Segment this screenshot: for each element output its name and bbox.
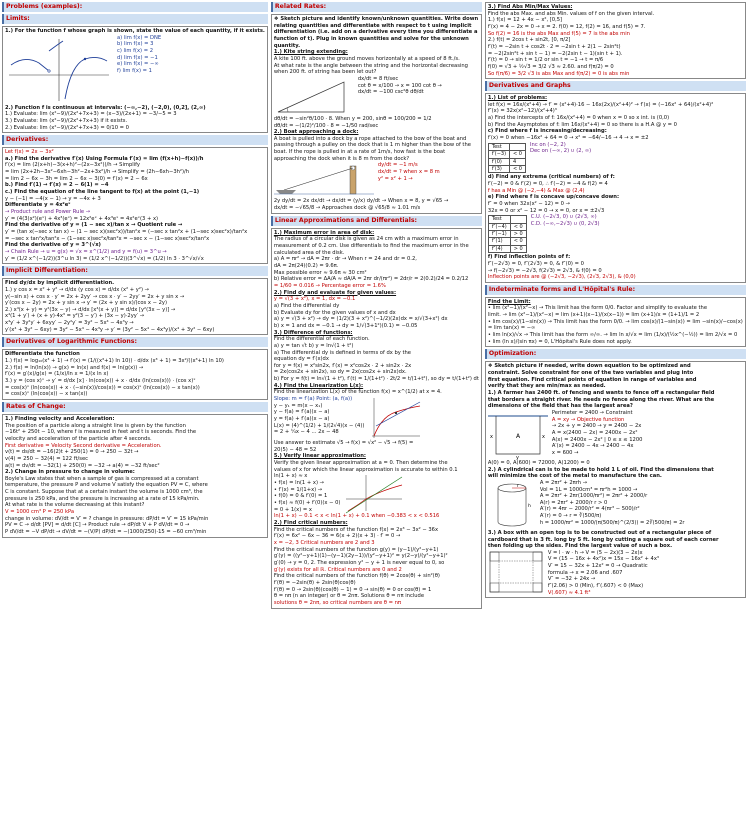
absmax-line: f′(x) = 4 − 2x = 0 → x = 2. f(0) = 12, f(2) = 16, and f(5) = 7. <box>487 23 646 30</box>
deriv-line: Let f(x) = 2x − 3x² <box>5 149 54 156</box>
concavity-row <box>488 214 743 254</box>
lin-line: L(x) = (4)^(1/2) + 1/(2√4)(x − (4)) <box>273 422 365 429</box>
column-1 <box>2 2 268 824</box>
deriv-line: = lim (2x+2h−3x²−6xh−3h²−2x+3x²)/h → Simplify = (2h−6xh−3h²)/h <box>5 169 190 176</box>
crit-line: x = −2, 3 Critical numbers are 2 and 3 <box>273 540 375 546</box>
deriv-line: a.) Find the derivative f′(x) Using Formula f′(x) = lim (f(x+h)−f(x))/h <box>5 155 204 162</box>
limits-section <box>2 26 268 133</box>
limit-question-2: 2.) Function f is continuous at intervals: (−∞,−2), (−2,0), (0,2], (2,∞) <box>5 104 206 111</box>
verify-line: values of x for which the linear approximation is accurate to within 0.1 <box>273 466 458 473</box>
graph-line: c) Find where f is increasing/decreasing: <box>487 128 607 135</box>
rates-line: P dV/dt = −V dP/dt → dV/dt = −(V/P) dP/dt = −(1000/250)·15 = −60 cm³/min <box>5 529 207 536</box>
rates-line: PV = C → d/dt [PV] = d/dt [C] → Product rule → dP/dt V + P dV/dt = 0 → <box>5 522 190 529</box>
cyl-line: A = 2πr² + 2πrh → <box>539 479 588 486</box>
opt-intro: constraint. Solve constraint for one of the two variables and plug into <box>487 369 694 376</box>
table-cell: f″(1) <box>488 238 510 245</box>
extrema-line: f″ = 0 when 32x(x² − 12) = 0 → <box>487 200 570 207</box>
limit-question-1: 1.) For the function f whose graph is shown, state the value of each quantity, if it exists. <box>5 27 265 34</box>
box-line: cardboard that is 3 ft. long by 5 ft. long by cutting a square out of each corner <box>487 536 719 543</box>
lhop-line: • lim ln(x)/√x → This limit has the form ∞/∞. → lim ln x/√x = lim (1/x)/(½x^(−½)) = lim 2/√x = 0 <box>487 332 738 339</box>
linear-approx-section <box>271 228 482 609</box>
deriv-line: Find the derivative of y = (1 − sec x)/tan x → Quotient rule → <box>5 222 183 229</box>
verify-graph <box>344 473 404 513</box>
inflection-line: f) Find inflection points of f: <box>487 254 571 261</box>
lin-line: y − y₁ = m(x − x₁) <box>273 402 323 409</box>
linear-line: a) A = πr² → dA = 2πr · dr → When r = 24 and dr = 0.2, <box>273 256 417 263</box>
concavity-line: C.D. (−∞,−2√3) ∪ (0, 2√3) <box>530 220 600 227</box>
linear-line: b) For y = f(t) = ln√(1 + t²), f′(t) = 1/(1+t²) · 2t/2 = t/(1+t²), so dy = t/(1+t²) dt <box>273 376 479 383</box>
graph-line: b) Find the Asymptotes of f: lim 16x/(x²+4) = 0 so there is a H.A @ y = 0 <box>487 121 677 128</box>
related-rates-header: Related Rates: <box>271 2 482 12</box>
deriv-line: y′ = (4(3)x²)(eˣ) + 4x³(eˣ) = 12x²eˣ + 4x³eˣ = 4x²eˣ(3 + x) <box>5 215 159 222</box>
fence-line: Perimeter = 2400 → Constraint <box>551 409 633 416</box>
fence-line: 1.) A farmer has 2400 ft. of fencing and wants to fence off a rectangular field <box>487 389 715 396</box>
extrema-line: e) Find where f is concave up/concave down: <box>487 194 620 201</box>
rates-line: a(t) = dv/dt = −32(1) + 250(0) = −32 → a(4) = −32 ft/sec² <box>5 462 160 469</box>
lin-line: 4.) Find the Linearization L(x): <box>273 382 364 389</box>
svg-text:h: h <box>527 503 531 509</box>
linear-line: dA = 2π(24)(0.2) = 9.6π. <box>273 262 339 269</box>
table-cell: Test <box>488 143 509 150</box>
fence-line: A′(x) = 2400 − 4x → 2400 − 4x <box>551 443 634 450</box>
lin-line: y = f(a) + f′(a)(x − a) <box>273 416 330 423</box>
kite-triangle-diagram <box>274 76 354 116</box>
deriv-line: → Product rule and Power Rule → <box>5 209 91 215</box>
absmax-section <box>485 2 746 79</box>
limit-answer: d) lim f(x) = −1 <box>117 54 158 61</box>
implicit-header: Implicit Differentiation: <box>2 266 268 276</box>
cyl-line: A′(r) = 4πr − 2000/r² = 4(πr³ − 500)/r² <box>539 506 640 513</box>
deriv-line: b.) Find f′(1) → f′(x) = 2 − 6(1) = −4 <box>5 182 109 189</box>
linear-line: calculated area of the disk. <box>273 249 345 256</box>
fence-line: x = 600 → <box>551 449 579 456</box>
lin-line: 20(5) − 48 = 52 <box>273 446 317 453</box>
linear-line: a) Find the differential dy <box>273 302 340 309</box>
graph-line: let f(x) = 16x/(x²+4) → f′ = (x²+4)·16 − 16x(2x)/(x²+4)² → f′(x) = (−16x² + 64)/(x²+4)² <box>487 101 714 108</box>
boat-row <box>274 162 479 198</box>
rates-section <box>2 414 268 538</box>
linear-line: equation dy = f′(x)dx <box>273 356 329 363</box>
verify-line: • f(x) = ln(1 + x) → <box>273 480 324 487</box>
verify-eqs <box>274 473 341 513</box>
concavity-results <box>531 214 600 254</box>
deriv-line: → Chain Rule → u = g(x) = √x = x^(1/2) and y = f(u) = 3^u → <box>5 248 167 255</box>
lin-line: Find the linearization L(x) of the function f(x) = x^(1/2) at x = 4. <box>273 389 442 396</box>
box-diagram <box>488 550 544 596</box>
absmax-line: Find the abs Max. and abs Min. values of f on the given interval. <box>487 10 655 17</box>
lin-line: Use answer to estimate √5 → f(x) = √x² − √5 → f(5) = <box>273 440 414 447</box>
table-cell: < 0 <box>510 223 526 230</box>
linear-line: y = √(3 + x²), x = 1, dx = −0.1 <box>273 296 356 303</box>
related-intro: relating quantities and differentiate with respect to t using implicit <box>273 22 472 29</box>
deriv-line: = lim 2 − 6x − 3h = lim 2 − 6x − 3(0) = f′(x) = 2 − 6x <box>5 175 148 182</box>
box-line: V(.607) ≈ 4.1 ft³ <box>547 589 591 596</box>
box-line: V = l · w · h → V = (5 − 2x)(3 − 2x)x <box>547 549 643 556</box>
extrema-line: d) Find any extrema (critical numbers) of f: <box>487 174 615 181</box>
fence-eqs <box>552 410 643 460</box>
rates-line: −16t² + 250t − 10, where f is measured in feet and t is seconds. Find the <box>5 429 197 436</box>
related-intro: differentiation (i.e. add on a derivative every time you differentiate a <box>273 29 478 36</box>
rates-line: First derivative = Velocity Second derivative = Acceleration. <box>5 442 162 449</box>
log-line: = cos(x)ˣ (ln(cos(x)) − x tan(x)) <box>5 391 88 398</box>
table-cell: 4 <box>510 158 526 165</box>
absmax-line: 3.) Find Abs Min/Max Values: <box>487 4 573 10</box>
rates-line: At what rate is the volume decreasing at this instant? <box>5 502 145 509</box>
kite-line: 1.) Kite string extending: <box>273 49 348 56</box>
linear-line: = 1/60 = 0.016 → Percentage error = 1.6% <box>273 282 386 289</box>
rates-line: pressure is 250 kPa, and the pressure is increasing at a rate of 15 kPa/min. <box>5 495 200 502</box>
lhop-line: = lim tan(x) = −∞ <box>487 325 536 332</box>
graphs-section <box>485 93 746 283</box>
absmax-line: So f(2) = 16 is the abs Max and f(5) = 7 is the abs min <box>487 30 630 37</box>
kite-line: At what rate is the angle between the string and the horizontal decreasing <box>273 62 468 69</box>
box-line: V = (15 − 16x + 4x²)x = 15x − 16x² + 4x³ <box>547 556 659 563</box>
inflection-line: Inflection points are @ (−2√3, −2√3), (2√3, 2√3), & (0,0) <box>487 274 636 281</box>
fence-row <box>488 410 743 460</box>
lhop-line: • lim cos(x)/(1−sin(x)) → This limit has the form 0/0. → lim cos(x)/(1−sin(x)) = lim −sin(x)/−cos(x) <box>487 318 743 325</box>
absmax-line: f′(t) = −2sin t + cos2t · 2 = −2sin t + 2(1 − 2sin²t) <box>487 43 621 50</box>
related-intro: quantity. <box>273 42 301 49</box>
crit-line: θ = nπ (n an integer) or θ = 2nπ. Solutions θ = nπ include <box>273 593 425 600</box>
boat-line: approaching the dock when it is 8 m from the dock? <box>273 155 410 162</box>
linear-line: = 2x(cos2x + sin2x), so dy = 2x(cos2x + sin2x)dx. <box>273 369 407 376</box>
verify-line: = 0 + 1(x) = x <box>273 506 312 513</box>
derivatives-section <box>2 147 268 264</box>
opt-intro: verify that they are min/max as needed. <box>487 383 606 390</box>
deriv-line: = −sec x tan²x/tan²x − (1−sec x)sec²x/tan²x = −sec x − (1−sec x)sec²x/tan²x <box>5 235 210 242</box>
rates-line: 1.) Finding velocity and Acceleration: <box>5 415 115 422</box>
log-header: Derivatives of Logarithmic Functions: <box>2 337 268 347</box>
deriv-line: f′(x) = lim (2(x+h)−3(x+h)²−(2x−3x²))/h → Simplify <box>5 162 140 169</box>
second-derivative-test-table <box>488 215 527 253</box>
verify-line: • f(x) ≈ f(0) + f′(0)(x − 0) <box>273 500 341 506</box>
linear-line: b) Evaluate dy for the given values of x and dx <box>273 309 396 316</box>
table-cell: f″(−4) <box>488 223 510 230</box>
inflection-line: → f(−2√3) = −2√3, f(2√3) = 2√3, & f(0) = 0 <box>487 267 602 274</box>
crit-line: f′(x) = 6x² − 6x − 36 = 6(x + 2)(x + 3) · f′ = 0 → <box>273 533 401 540</box>
column-2 <box>271 2 482 824</box>
table-cell: f′(0) <box>488 158 509 165</box>
verify-line: Verify the given linear approximation at a = 0. Then determine the <box>273 460 448 467</box>
linear-line: Max possible error ≈ 9.6π ≈ 30 cm² <box>273 269 367 276</box>
limits-header: Limits: <box>2 14 268 24</box>
box-line: f″(2.06) > 0 (Min), f″(.607) < 0 (Max) <box>547 583 644 590</box>
lin-line: y − f(a) = f′(a)(x − a) <box>273 409 330 416</box>
graph-line: f′(x) = 0 when −16x² + 64 = 0 → x² = −64/−16 → 4 → x = ±2 <box>487 135 649 142</box>
cyl-line: will minimize the cost of the metal to manufacture the can. <box>487 473 662 480</box>
kite-line: cot θ = x/100 → x = 100 cot θ → <box>357 82 442 89</box>
optimization-section <box>485 361 746 598</box>
verify-line: ln(1 + x) ≈ x <box>273 473 308 480</box>
crit-line: solutions θ = 2nπ, so critical numbers are θ = nπ <box>273 599 402 606</box>
fence-line: that borders a straight river. He needs no fence along the river. What are the <box>487 396 715 403</box>
box-line: V″ = −32 + 24x → <box>547 576 596 583</box>
deriv-line: y′ = (tan x(−sec x tan x) − (1 − sec x)(sec²x))/tan²x = (−sec x tan²x + (1−sec x)sec²x)/tan²x <box>5 228 248 235</box>
implicit-line: y′(x⁴ + 3y² − 6xy) = 3y² − 5x⁴ − 4x³y → y′ = (3y² − 5x⁴ − 4x³y)/(x⁴ + 3y² − 6xy) <box>5 326 215 333</box>
absmax-line: 2.) f(t) = 2cos t + sin2t, [0, π/2] <box>487 37 571 44</box>
linear-line: 2.) Find dy and evaluate for given values: <box>273 289 397 296</box>
log-line: 2.) f(x) = ln(ln(x)) → g(x) = ln(x) and f(x) = ln(g(x)) → <box>5 364 144 371</box>
table-cell: f″(−1) <box>488 231 510 238</box>
implicit-line: x⁴y′ + 3y²y′ + 6xyy′ − 2y²y′ = 3y² − 5x⁴ − 4x³y → <box>5 320 134 327</box>
linear-line: a) The differential dy is defined in terms of dx by the <box>273 349 411 356</box>
verify-line: ln(1 + x) − 0.1 < x < ln(1 + x) + 0.1 when −0.383 < x < 0.516 <box>273 513 440 520</box>
limit-answers <box>117 35 161 105</box>
opt-intro: first equation. Find critical points of equation in range of variables and <box>487 376 697 383</box>
box-line: then folding up the sides. Find the largest value of such a box. <box>487 543 673 550</box>
graph-line: 1.) List of problems: <box>487 95 548 102</box>
lhop-line: • lim (x²−1)/(x²−x) → This limit has the form 0/0. Factor and simplify to evaluate the <box>487 305 708 312</box>
verify-line: • f′(x) = 1/(1+x) → <box>273 486 323 493</box>
crit-line: g′(y) exists for all ℝ. Critical numbers are 0 and 2 <box>273 566 402 573</box>
box-line: formula → x = 2.06 and .607 <box>547 569 623 576</box>
svg-text:x: x <box>541 433 545 440</box>
lin-line: = 2 + ¼x − 4 ... 2x − 48 <box>273 429 339 436</box>
log-section <box>2 349 268 400</box>
table-cell: < 0 <box>510 238 526 245</box>
crit-line: Find the critical numbers of the function f(θ) = 2cos(θ) + sin²(θ) <box>273 573 440 580</box>
rates-line: The position of a particle along a straight line is given by the function <box>5 422 186 429</box>
cyl-line: A′(r) = 0 → r = ∛(500/π) <box>539 513 602 520</box>
crit-line: Find the critical numbers of the function g(y) = (y−1)/(y²−y+1) <box>273 546 439 553</box>
table-cell: < 0 <box>510 165 526 172</box>
inc-dec-line: Dec on (−∞, 2) ∪ (2, ∞) <box>530 148 592 155</box>
table-cell: Test <box>488 216 510 223</box>
graph-line: a) Find the intercepts of f: 16x/(x²+4) = 0 when x = 0 so x int. is (0,0) <box>487 115 670 122</box>
inc-dec-results <box>530 142 591 175</box>
inc-dec-line: Inc on (−2, 2) <box>530 141 566 148</box>
box-row <box>488 550 743 597</box>
limit-answer: f) lim f(x) = 1 <box>117 67 152 74</box>
absmax-line: f(0) = √3 + ½√3 = 3/2 √3 ≈ 2.60. and f(π/2) = 0 <box>487 63 614 70</box>
implicit-section <box>2 278 268 335</box>
column-3 <box>485 2 746 824</box>
lhopital-section <box>485 297 746 348</box>
table-cell: < 0 <box>510 151 526 158</box>
cyl-line: A(r) = 2πr² + 2000/r r > 0 <box>539 499 608 506</box>
boat-line: 2y dy/dt = 2x dx/dt → dx/dt = (y/x) dy/dt → When x = 8, y = √65 → <box>273 198 449 205</box>
linear-line: for y = f(x) = x²sin2x, f′(x) = x²cos2x · 2 + sin2x · 2x <box>273 362 412 369</box>
graph-line: f″(x) = 32x(x²−12)/(x²+4)³ <box>487 108 557 115</box>
lin-line: Slope: m = f′(a) Point: (a, f(a)) <box>273 396 353 403</box>
table-cell: f′(−3) <box>488 151 509 158</box>
fence-line: dimensions of the field that has the largest area? <box>487 403 633 410</box>
crit-line: Find the critical numbers of the function f(x) = 2x³ − 3x² − 36x <box>273 526 439 533</box>
table-cell <box>510 143 526 150</box>
kite-line: dx/dt = −100 csc²θ dθ/dt <box>357 89 424 96</box>
rates-line: velocity and acceleration of the particle after 4 seconds. <box>5 435 152 442</box>
crit-line: f′(θ) = −2sin(θ) + 2sin(θ)cos(θ) <box>273 579 356 586</box>
kite-line: dθ/dt = −(1/2)²/100 · 8 = −1/50 rad/sec <box>273 122 379 129</box>
fence-line: → 2x + y = 2400 → y = 2400 − 2x <box>551 423 642 430</box>
rates-line: change in volume: dV/dt = V′ = ? change in pressure: dP/dt = V′ = 15 kPa/min <box>5 515 209 522</box>
absmax-line: = −2(2sin²t + sin t − 1) = −2(2sin t − 1)(sin t + 1). <box>487 50 623 57</box>
limit-answer: b) lim f(x) = 3 <box>117 41 154 48</box>
crit-line: g′(0) → y = 0, 2. The expression y² − y + 1 is never equal to 0, so <box>273 559 445 566</box>
cylinder-eqs <box>540 480 685 530</box>
lhop-line: limit. → lim (x²−1)/(x²−x) = lim (x+1)(x−1)/(x(x−1)) = lim (x+1)/x = (1+1)/1 = 2 <box>487 312 700 319</box>
linear-line: The radius of a circular disk is given as 24 cm with a maximum error in <box>273 236 459 243</box>
deriv-line: y − (−1) = −4(x − 1) → y = −4x + 3 <box>5 195 101 202</box>
boat-eqs <box>378 162 440 198</box>
related-intro: ❖ Sketch picture and identify known/unknown quantities. Write down <box>273 15 479 22</box>
limit-eval: 2.) Evaluate: lim (x²−9)/(2x²+7x+3) = 0/10 = 0 <box>5 124 129 131</box>
boat-line: passing through a pulley on the dock that is 1 m higher than the bow of the <box>273 142 471 149</box>
verify-line: 5.) Verify linear approximation: <box>273 453 366 460</box>
inflection-line: f″(−2√3) = 0, f″(2√3) = 0, & f″(0) = 0 <box>487 260 584 267</box>
log-line: 3.) y = (cos x)ˣ → y′ = d/dx [x] · ln(cos(x)) + x · d/dx (ln(cos(x))) · (cos x)ˣ <box>5 378 196 384</box>
boat-line: A boat is pulled into a dock by a rope attached to the bow of the boat and <box>273 135 467 142</box>
implicit-line: 1.) y cos x = x² + y² → d/dx (y cos x) = d/dx (x² + y²) → <box>5 286 149 293</box>
box-line: V′ = 15 − 32x + 12x² = 0 → Quadratic <box>547 563 648 570</box>
verify-line: • f(0) = 0 & f′(0) = 1 <box>273 493 328 500</box>
cyl-line: Vol = 1L = 1000cm³ = πr²h = 1000 → <box>539 486 638 493</box>
table-cell: > 0 <box>510 245 526 252</box>
limit-graph-row <box>5 35 265 105</box>
fence-line: A = xy → Objective function <box>551 416 625 423</box>
svg-text:A: A <box>515 432 520 440</box>
linearization-row <box>274 396 479 440</box>
related-rates-section <box>271 14 482 214</box>
implicit-line: y(−sin x) + cos x · y′ = 2x + 2yy′ → cos x · y′ − 2yy′ = 2x + y sin x → <box>5 293 185 300</box>
boat-line: dx/dt = ? when x = 8 m <box>377 169 440 176</box>
deriv-line: c.) Find the equation of the line tangent to f(x) at the point (1,−1) <box>5 189 200 196</box>
rates-line: C is constant. Suppose that at a certain instant the volume is 1000 cm³, the <box>5 489 203 496</box>
absmax-line: f′(t) = 0 → sin t = 1/2 or sin t = −1 → t = π/6 <box>487 57 604 64</box>
log-line: = cos(x)ˣ (ln(cos(x)) + x · (−sin(x))/cos(x)) = cos(x)ˣ (ln(cos(x)) − x tan(x)) <box>5 384 200 391</box>
opt-intro: ❖ Sketch picture if needed, write down equation to be optimized and <box>487 363 691 370</box>
implicit-line: x⁴(1 + y′) + (x + y)·4x³ = y²(3 − y′) + (3x − y)·2yy′ → <box>5 313 145 320</box>
lhop-line: Find the Limit: <box>487 298 531 305</box>
limit-eval: 1.) Evaluate: lim (x²−9)/(2x²+7x+3) = (x−3)/(2x+1) = −3/−5 = 3 <box>5 111 177 118</box>
limit-answer: a) lim f(x) = DNE <box>117 34 162 41</box>
boat-line: dy/dt = −1 m/s <box>377 162 418 169</box>
first-derivative-test-table <box>488 143 526 174</box>
kite-line: A kite 100 ft. above the ground moves horizontally at a speed of 8 ft./s. <box>273 55 460 62</box>
cyl-line: 2.) A cylindrical can is to be made to hold 1 L of oil. Find the dimensions that <box>487 466 714 473</box>
absmax-line: So f(π/6) = 3/2 √3 is abs Max and f(π/2) = 0 is abs min <box>487 70 630 77</box>
crit-line: f′(θ) = 0 → 2sin(θ)(cos(θ) − 1) = 0 → sin(θ) = 0 or cos(θ) = 1 <box>273 586 432 593</box>
table-cell: f″(4) <box>488 245 510 252</box>
concavity-line: C.U. (−2√3, 0) ∪ (2√3, ∞) <box>530 214 597 221</box>
cyl-line: h = 1000/πr² = 1000/(π(500/π)^(2/3)) = 2∛(500/π) = 2r <box>539 519 685 526</box>
kite-line: when 200 ft. of string has been let out? <box>273 69 377 76</box>
cylinder-diagram <box>488 480 536 530</box>
absmax-line: 1.) f(x) = 12 + 4x − x², [0,5] <box>487 17 563 24</box>
related-intro: function of t). Plug in known quantities and solve for the unknown <box>273 35 469 42</box>
crit-line: 2.) Find critical numbers: <box>273 520 348 527</box>
lhop-line: • lim (ln x)/(sin πx) = 0, L'Hôpital's Rule does not apply. <box>487 338 632 345</box>
rates-header: Rates of Change: <box>2 402 268 412</box>
optimization-header: Optimization: <box>485 349 746 359</box>
rates-line: V = 1000 cm³ P = 250 kPa <box>5 509 75 516</box>
linear-approx-header: Linear Approximations and Differentials: <box>271 216 482 226</box>
fence-diagram <box>488 410 548 460</box>
linear-line: measurement of 0.2 cm. Use differentials to find the maximum error in the <box>273 243 469 249</box>
rates-line: temperature, the pressure P and volume V satisfy the equation PV = C, where <box>5 482 208 489</box>
problems-header: Problems (examples): <box>2 2 268 12</box>
deriv-line: y′ = (1/2 x^(−1/2))(3^u ln 3) = (1/2 x^(−1/2))(3^√x) = (1/2) ln 3 · 3^√x/√x <box>5 255 204 262</box>
svg-text:x: x <box>489 433 493 440</box>
limit-answer: e) lim f(x) = −∞ <box>117 61 159 68</box>
box-eqs <box>548 550 659 597</box>
linear-line: b) Relative error = ΔA/A ≈ dA/A = 2πr dr/(πr²) = 2dr/r = 2(0.2)/24 = 0.2/12 <box>273 276 469 283</box>
fence-line: A(0) = 0, A(600) = 72000, A(1200) = 0 <box>487 459 590 466</box>
rates-line: 2.) Change in pressure to change in volume: <box>5 469 135 476</box>
limit-function-graph <box>5 35 113 105</box>
lhopital-header: Indeterminate forms and L'Hôpital's Rule: <box>485 285 746 295</box>
linear-line: 1.) Maximum error in area of disk: <box>273 229 375 236</box>
table-cell: > 0 <box>510 231 526 238</box>
derivatives-header: Derivatives: <box>2 135 268 145</box>
rates-line: Boyle's Law states that when a sample of gas is compressed at a constant <box>5 475 199 482</box>
table-cell: f′(3) <box>488 165 509 172</box>
graphs-header: Derivatives and Graphs <box>485 81 746 91</box>
rates-line: v(4) = 250 − 32(4) = 122 ft/sec <box>5 455 89 462</box>
log-line: Differentiate the function <box>5 351 80 358</box>
kite-line: dx/dt = 8 ft/sec <box>357 75 399 82</box>
deriv-line: Differentiate y = 4x²eˣ <box>5 202 71 209</box>
extrema-line: f′(−2) = 0 & f′(2) = 0, ∴ f′(−2) = −4 & f(2) = 4 <box>487 180 608 187</box>
deriv-line: Find the derivative of y = 3^(√x) <box>5 242 101 249</box>
svg-text:r: r <box>516 483 519 489</box>
implicit-line: Find dy/dx by implicit differentiation. <box>5 280 115 287</box>
implicit-line: 2.) x⁴(x + y) = y²(3x − y) → d/dx [x⁴(x + y)] = d/dx [y²(3x − y)] → <box>5 306 176 313</box>
boat-line: y² = x² + 1 → <box>377 175 413 182</box>
cyl-line: A = 2πr² + 2πr(1000/πr²) = 2πr² + 2000/r <box>539 493 648 500</box>
kite-row <box>274 76 479 116</box>
linear-line: Find the differential of each function. <box>273 336 370 343</box>
table-cell <box>510 216 526 223</box>
extrema-line: f has a Min @ (−2,−4) & Max @ (2,4) <box>487 187 585 194</box>
boat-line: dx/dt = −√65/8 → Approaches dock @ √65/8 ≈ 1.01 m/s <box>273 205 421 212</box>
kite-line: dθ/dt = −sin²θ/100 · 8. When y = 200, sinθ = 100/200 = 1/2 <box>273 115 432 122</box>
verify-row <box>274 473 479 513</box>
crit-line: g′(y) = ((y²−y+1)(1)−(y−1)(2y−1))/(y²−y+1)² = y(2−y)/(y²−y+1)² <box>273 553 448 560</box>
linear-line: a) y = √(3 + x²) → dy = (1/2)(3 + x²)^(−1/2)(2x)dx = x/√(3+x²) dx <box>273 316 448 323</box>
linearization-graph <box>368 396 422 440</box>
kite-eqs <box>358 76 442 116</box>
linear-line: a) y = tan √t b) y = ln√(1 + t²) <box>273 342 354 349</box>
lin-eqs <box>274 396 365 440</box>
linear-line: b) x = 1 and dx = −0.1 → dy = 1/√(3+1²)(0.1) = −0.05 <box>273 322 418 329</box>
boat-line: 2.) Boat approaching a dock: <box>273 129 359 136</box>
linear-line: 3.) Difference of functions: <box>273 329 353 336</box>
rates-line: v(t) = ds/dt = −16(2)t + 250(1) = 0 → 250 − 32t → <box>5 449 139 456</box>
box-line: 3.) A box with an open top is to be constructed out of a rectangular piece of <box>487 529 712 536</box>
pulley-diagram <box>274 162 374 198</box>
implicit-line: y′(cos x − 2y) = 2x + y sin x → y′ = (2x + y sin x)/(cos x − 2y) <box>5 300 168 307</box>
log-line: 1.) f(x) = log₁₀(x³ + 1) → f′(x) = (1/((x³+1) ln 10)) · d/dx (x³ + 1) = 3x²/((x³+1) ln 10) <box>5 358 224 365</box>
svg-text:y: y <box>515 454 519 461</box>
inc-dec-row <box>488 142 743 175</box>
limit-answer: c) lim f(x) = 2 <box>117 47 153 54</box>
fence-line: A = x(2400 − 2x) = 2400x − 2x² <box>551 429 638 436</box>
cylinder-row <box>488 480 743 530</box>
log-line: f′(x) = g′(x)/g(x) = (1/x)/ln x = 1/(x ln x) <box>5 371 109 378</box>
boat-line: boat. If the rope is pulled in at a rate of 1m/s, how fast is the boat <box>273 149 446 156</box>
extrema-line: 32x = 0 or x² − 12 = 0 → x = 0, or x = ±2√3 <box>487 207 605 214</box>
fence-line: A(x) = 2400x − 2x² | 0 ≤ x ≤ 1200 <box>551 436 643 443</box>
limit-eval: 3.) Evaluate: lim (x²−9)/(2x²+7x+3) if it exists. <box>5 117 128 124</box>
